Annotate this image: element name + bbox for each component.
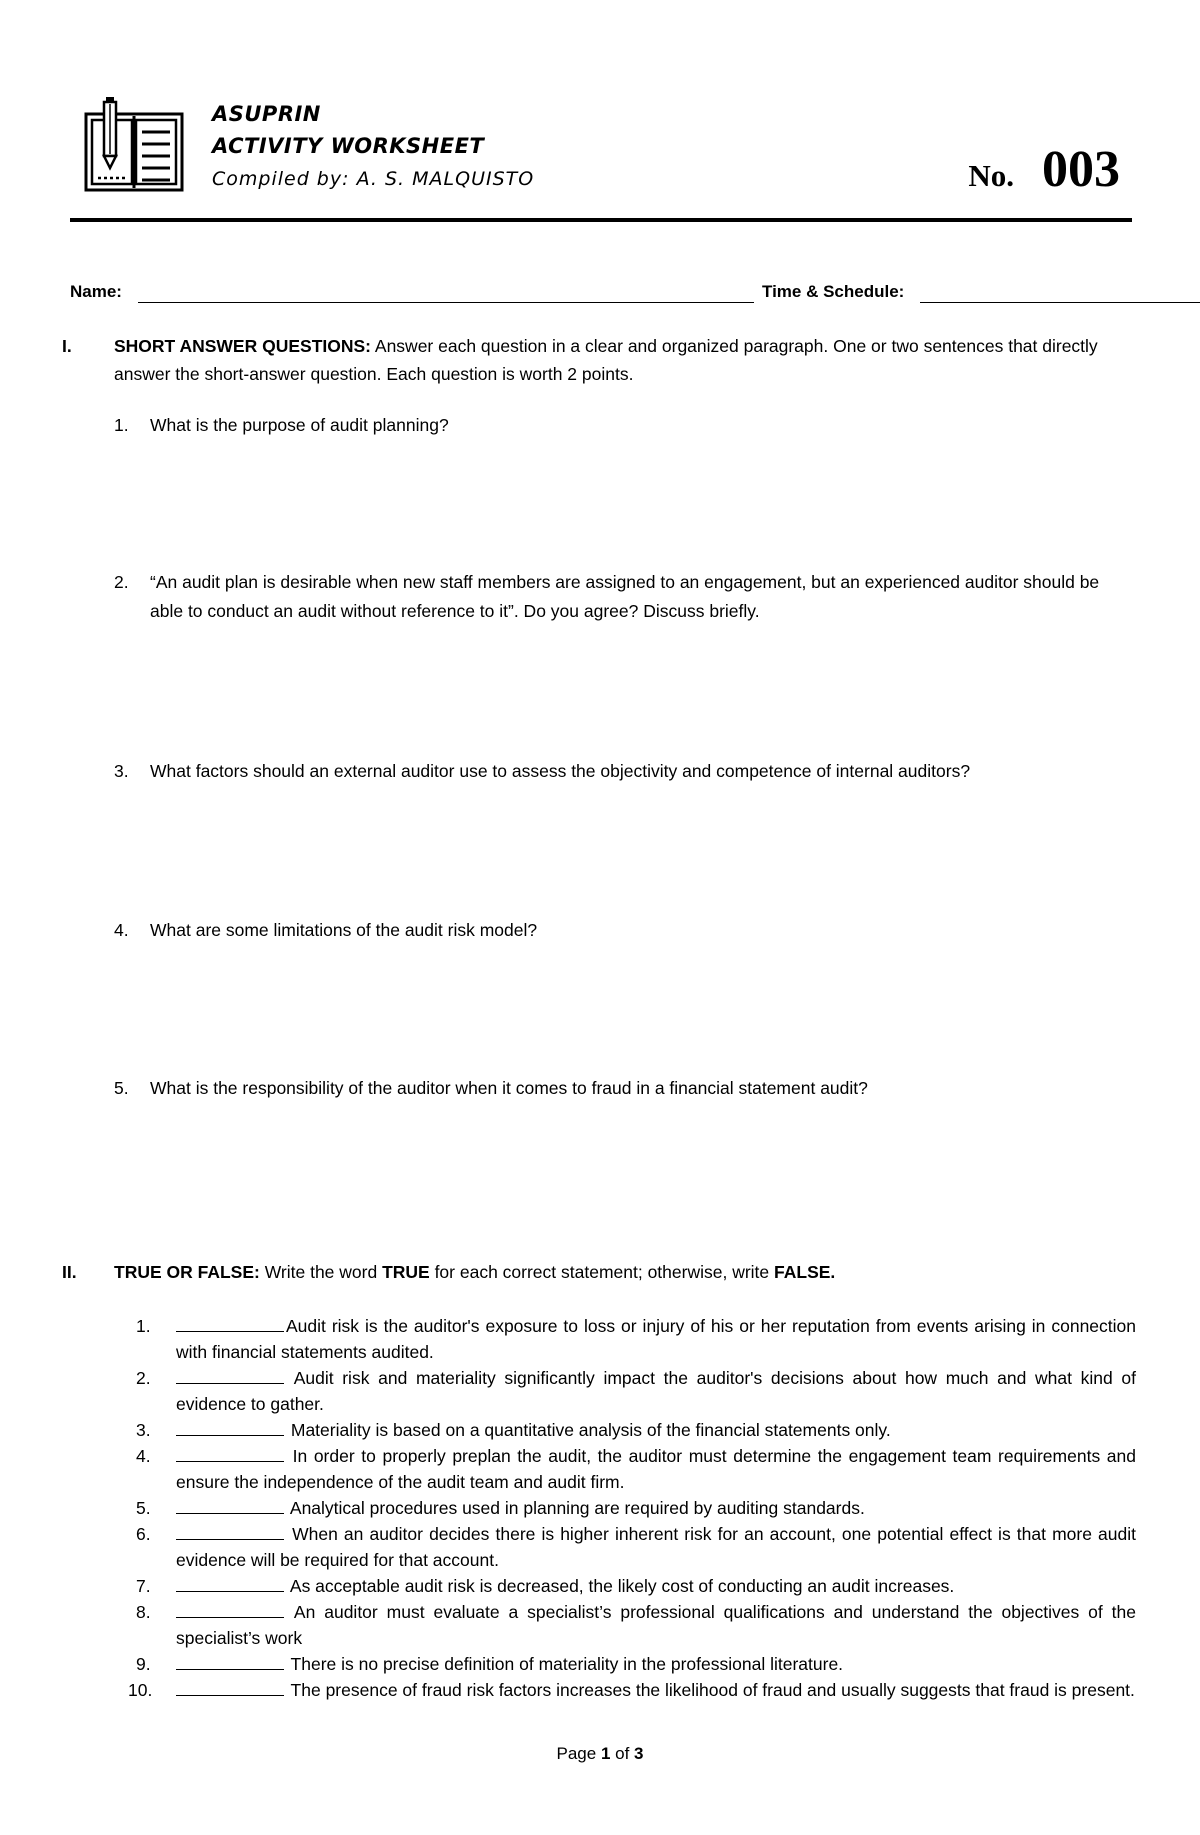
word-true: TRUE xyxy=(382,1262,430,1282)
question-item xyxy=(114,411,1134,440)
question-item xyxy=(114,568,1134,626)
question-text: What is the responsibility of the auditor when it comes to fraud in a financial statement audit? xyxy=(150,1078,868,1098)
question-text: “An audit plan is desirable when new staff members are assigned to an engagement, but an experienced auditor should be able to conduct an audit without reference to it”. Do you agree? Discuss briefly. xyxy=(150,572,1100,621)
answer-blank[interactable] xyxy=(176,1366,284,1384)
section-number: II. xyxy=(62,1262,77,1282)
section-short-answer xyxy=(62,332,1134,388)
true-false-list xyxy=(114,1313,1136,1703)
list-item xyxy=(114,1313,1136,1365)
list-item xyxy=(114,1495,1136,1521)
statement-text: As acceptable audit risk is decreased, the likely cost of conducting an audit increases. xyxy=(286,1576,955,1596)
section-number: I. xyxy=(62,336,72,356)
list-item xyxy=(114,1651,1136,1677)
statement-text: Audit risk is the auditor's exposure to loss or injury of his or her reputation from events arising in connection with financial statements audited. xyxy=(176,1316,1136,1362)
statement-text: There is no precise definition of materiality in the professional literature. xyxy=(286,1654,844,1674)
answer-blank[interactable] xyxy=(176,1418,284,1436)
answer-blank[interactable] xyxy=(176,1522,284,1540)
compiled-by xyxy=(212,162,534,196)
instruction-text: Write the word xyxy=(259,1262,383,1282)
answer-blank[interactable] xyxy=(176,1652,284,1670)
question-item xyxy=(114,757,1134,786)
name-field[interactable] xyxy=(138,302,754,303)
item-number: 1. xyxy=(136,1316,151,1336)
page-current: 1 xyxy=(600,1744,611,1763)
item-number: 3. xyxy=(136,1420,151,1440)
item-number: 2. xyxy=(136,1368,151,1388)
list-item xyxy=(114,1443,1136,1495)
item-number: 7. xyxy=(136,1576,151,1596)
item-number: 4. xyxy=(136,1446,151,1466)
list-item xyxy=(114,1573,1136,1599)
section-instruction-text: Answer each question in a clear and organized paragraph. One or two sentences that directly answer the short-answer question. Each question is worth 2 points. xyxy=(114,336,1098,384)
statement-text: In order to properly preplan the audit, the auditor must determine the engagement team requirements and ensure the independence of the audit team and audit firm. xyxy=(176,1446,1136,1492)
worksheet-header xyxy=(212,98,534,196)
book-pencil-icon xyxy=(84,96,184,194)
item-number: 5. xyxy=(136,1498,151,1518)
question-number: 5. xyxy=(114,1078,129,1098)
section-heading: SHORT ANSWER QUESTIONS: xyxy=(114,336,371,356)
page-of-label: of xyxy=(610,1744,635,1763)
statement-text: An auditor must evaluate a specialist’s professional qualifications and understand the objectives of the specialist’s work xyxy=(176,1602,1136,1648)
list-item xyxy=(114,1365,1136,1417)
answer-blank[interactable] xyxy=(176,1314,284,1332)
student-info-row xyxy=(70,282,1132,306)
question-number: 1. xyxy=(114,415,129,435)
statement-text: Audit risk and materiality significantly impact the auditor's decisions about how much and what kind of evidence to gather. xyxy=(176,1368,1136,1414)
schedule-label: Time & Schedule: xyxy=(762,282,905,301)
statement-text: Materiality is based on a quantitative analysis of the financial statements only. xyxy=(286,1420,891,1440)
list-item xyxy=(114,1599,1136,1651)
number-label: No. xyxy=(968,158,1014,193)
question-number: 2. xyxy=(114,572,129,592)
statement-text: The presence of fraud risk factors increases the likelihood of fraud and usually suggests that fraud is present. xyxy=(286,1680,1135,1700)
statement-text: Analytical procedures used in planning are required by auditing standards. xyxy=(286,1498,865,1518)
answer-blank[interactable] xyxy=(176,1574,284,1592)
page-footer xyxy=(0,1744,1200,1764)
list-item xyxy=(114,1417,1136,1443)
answer-blank[interactable] xyxy=(176,1444,284,1462)
question-item xyxy=(114,1074,1134,1103)
page-label: Page xyxy=(556,1744,601,1763)
section-true-false xyxy=(62,1258,1134,1286)
question-text: What factors should an external auditor use to assess the objectivity and competence of internal auditors? xyxy=(150,761,971,781)
question-number: 4. xyxy=(114,920,129,940)
compiler-name: A. S. MALQUISTO xyxy=(356,168,535,190)
word-false: FALSE. xyxy=(774,1262,836,1282)
list-item xyxy=(114,1521,1136,1573)
item-number: 6. xyxy=(136,1524,151,1544)
name-label: Name: xyxy=(70,282,122,301)
question-number: 3. xyxy=(114,761,129,781)
page-total: 3 xyxy=(634,1744,644,1763)
section-instructions xyxy=(114,1258,1134,1286)
header-divider xyxy=(70,218,1132,222)
answer-blank[interactable] xyxy=(176,1496,284,1514)
section-instructions xyxy=(114,332,1134,388)
list-item xyxy=(114,1677,1136,1703)
org-name: ASUPRIN xyxy=(212,102,321,126)
question-text: What are some limitations of the audit risk model? xyxy=(150,920,538,940)
worksheet-title: ACTIVITY WORKSHEET xyxy=(212,134,485,158)
answer-blank[interactable] xyxy=(176,1678,284,1696)
question-text: What is the purpose of audit planning? xyxy=(150,415,449,435)
worksheet-number xyxy=(968,140,1120,199)
instruction-text: for each correct statement; otherwise, write xyxy=(429,1262,775,1282)
item-number: 9. xyxy=(136,1654,151,1674)
item-number: 10. xyxy=(128,1680,153,1700)
section-heading: TRUE OR FALSE: xyxy=(114,1262,260,1282)
schedule-field[interactable] xyxy=(920,302,1200,303)
statement-text: When an auditor decides there is higher inherent risk for an account, one potential effect is that more audit evidence will be required for that account. xyxy=(176,1524,1136,1570)
question-item xyxy=(114,916,1134,945)
compiled-by-label: Compiled by: xyxy=(212,168,350,190)
number-value: 003 xyxy=(1042,141,1120,198)
item-number: 8. xyxy=(136,1602,151,1622)
answer-blank[interactable] xyxy=(176,1600,284,1618)
